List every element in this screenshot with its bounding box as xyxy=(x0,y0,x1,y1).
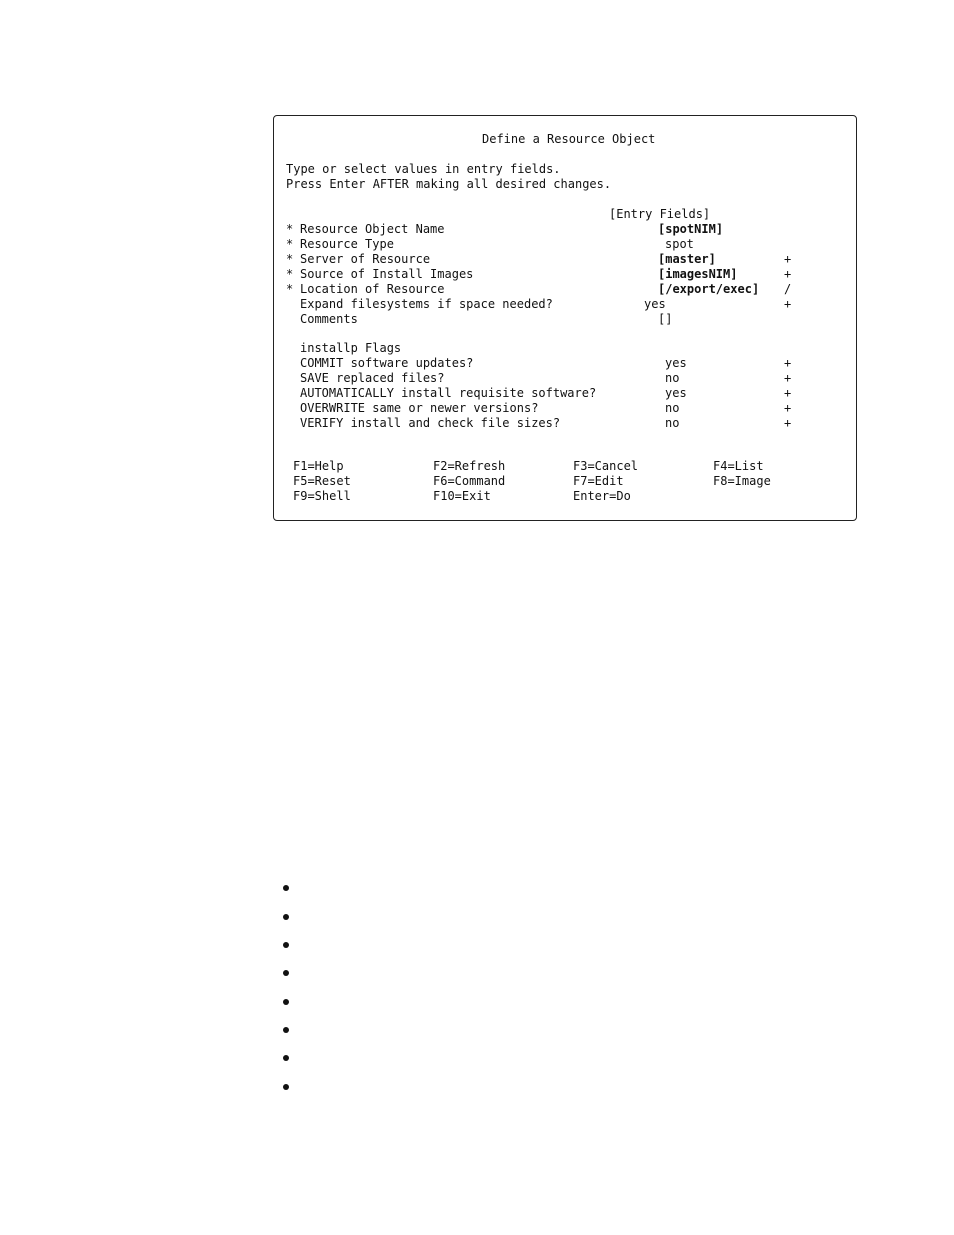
fkey-help[interactable]: F1=Help xyxy=(293,459,344,473)
fkey-list[interactable]: F4=List xyxy=(713,459,764,473)
list-hint[interactable]: + xyxy=(784,252,792,266)
bullet-point xyxy=(283,942,289,948)
required-marker: * xyxy=(286,222,294,236)
field-label: SAVE replaced files? xyxy=(300,371,445,385)
fkey-shell[interactable]: F9=Shell xyxy=(293,489,351,503)
field-label: Comments xyxy=(300,312,358,326)
field-value-input[interactable]: [spotNIM] xyxy=(658,222,724,236)
list-hint[interactable]: + xyxy=(784,386,792,400)
field-value-input[interactable]: [imagesNIM] xyxy=(658,267,738,281)
fkey-cancel[interactable]: F3=Cancel xyxy=(573,459,639,473)
field-value-input[interactable]: yes xyxy=(665,356,687,370)
fkey-edit[interactable]: F7=Edit xyxy=(573,474,624,488)
field-value-input[interactable]: no xyxy=(665,401,680,415)
list-hint[interactable]: + xyxy=(784,371,792,385)
bullet-point xyxy=(283,1084,289,1090)
bullet-point xyxy=(283,885,289,891)
field-label: COMMIT software updates? xyxy=(300,356,474,370)
entry-fields-header: [Entry Fields] xyxy=(609,207,711,221)
field-value-input[interactable]: [/export/exec] xyxy=(658,282,760,296)
path-hint[interactable]: / xyxy=(784,282,792,296)
bullet-point xyxy=(283,999,289,1005)
field-label: Location of Resource xyxy=(300,282,445,296)
field-value-input[interactable]: yes xyxy=(665,386,687,400)
required-marker: * xyxy=(286,237,294,251)
field-value: spot xyxy=(665,237,694,251)
fkey-command[interactable]: F6=Command xyxy=(433,474,506,488)
instruction-line: Press Enter AFTER making all desired changes. xyxy=(286,177,612,191)
smit-screen xyxy=(273,115,857,521)
field-label: OVERWRITE same or newer versions? xyxy=(300,401,539,415)
required-marker: * xyxy=(286,267,294,281)
fkey-image[interactable]: F8=Image xyxy=(713,474,771,488)
bullet-point xyxy=(283,1055,289,1061)
fkey-enter-do[interactable]: Enter=Do xyxy=(573,489,631,503)
bullet-point xyxy=(283,1027,289,1033)
field-label: Resource Type xyxy=(300,237,394,251)
field-label: Expand filesystems if space needed? xyxy=(300,297,553,311)
field-value-input[interactable]: no xyxy=(665,416,680,430)
list-hint[interactable]: + xyxy=(784,267,792,281)
list-hint[interactable]: + xyxy=(784,297,792,311)
field-value-input[interactable]: [master] xyxy=(658,252,716,266)
screen-title: Define a Resource Object xyxy=(482,132,656,146)
list-hint[interactable]: + xyxy=(784,416,792,430)
list-hint[interactable]: + xyxy=(784,356,792,370)
field-value-input[interactable]: yes xyxy=(644,297,666,311)
fkey-exit[interactable]: F10=Exit xyxy=(433,489,491,503)
bullet-point xyxy=(283,970,289,976)
field-label: Source of Install Images xyxy=(300,267,474,281)
field-value-input[interactable]: no xyxy=(665,371,680,385)
required-marker: * xyxy=(286,252,294,266)
field-label: VERIFY install and check file sizes? xyxy=(300,416,561,430)
required-marker: * xyxy=(286,282,294,296)
comments-input[interactable]: [] xyxy=(658,312,673,326)
field-label: AUTOMATICALLY install requisite software? xyxy=(300,386,597,400)
installp-header: installp Flags xyxy=(300,341,402,355)
fkey-reset[interactable]: F5=Reset xyxy=(293,474,351,488)
instruction-line: Type or select values in entry fields. xyxy=(286,162,561,176)
fkey-refresh[interactable]: F2=Refresh xyxy=(433,459,506,473)
field-label: Server of Resource xyxy=(300,252,431,266)
list-hint[interactable]: + xyxy=(784,401,792,415)
field-label: Resource Object Name xyxy=(300,222,445,236)
bullet-point xyxy=(283,914,289,920)
